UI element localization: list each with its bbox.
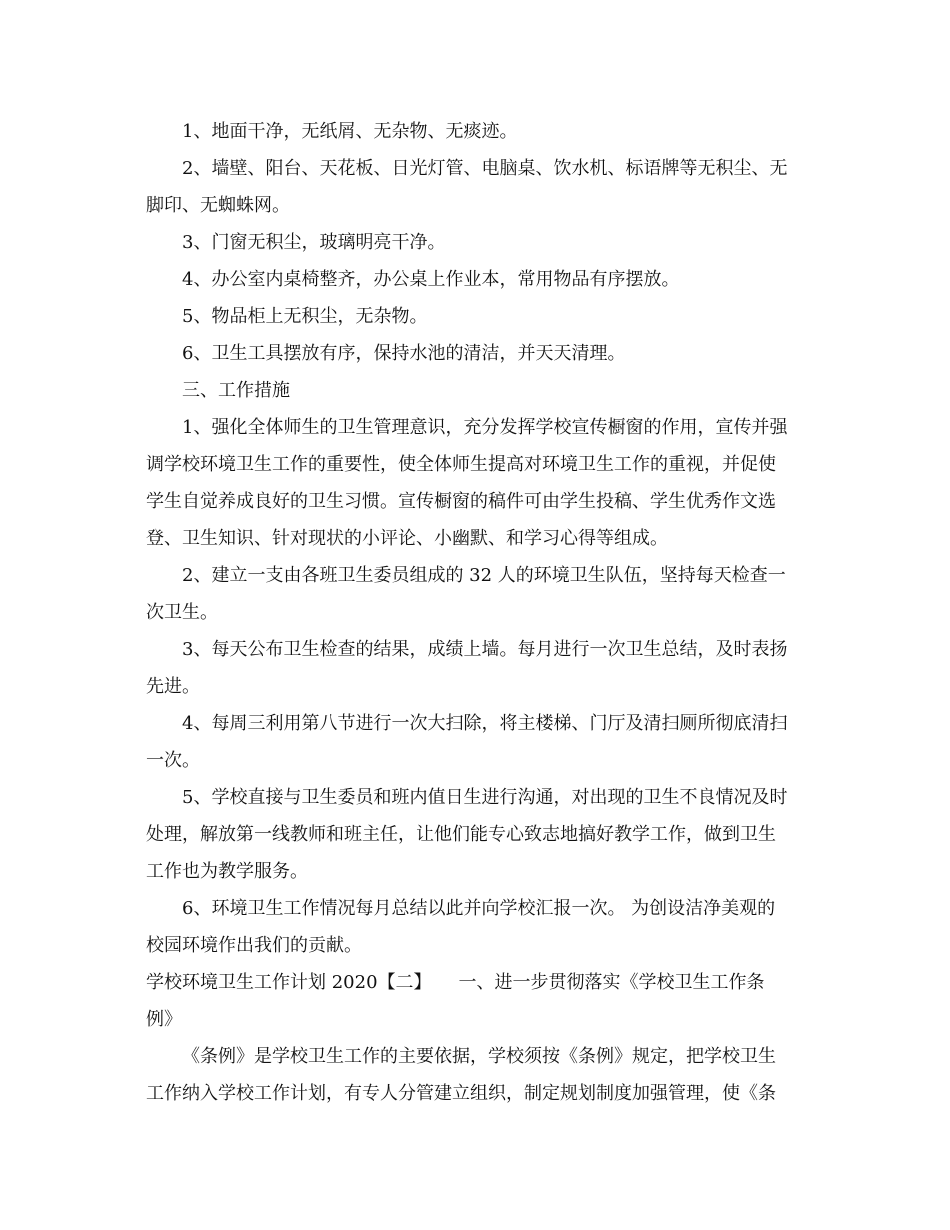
text-line-2: 2、墙壁、阳台、天花板、日光灯管、电脑桌、饮水机、标语牌等无积尘、无 [182,158,788,179]
text-line-14: 次卫生。 [146,602,218,623]
text-line-16: 先进。 [146,676,200,697]
text-line-23: 校园环境作出我们的贡献。 [146,935,362,956]
text-line-1: 1、地面干净，无纸屑、无杂物、无痰迹。 [182,121,518,142]
text-line-15: 3、每天公布卫生检查的结果，成绩上墙。每月进行一次卫生总结，及时表扬 [182,639,788,660]
text-line-9: 1、强化全体师生的卫生管理意识，充分发挥学校宣传橱窗的作用，宣传并强 [182,417,788,438]
text-line-21: 工作也为教学服务。 [146,861,308,882]
text-line-22: 6、环境卫生工作情况每月总结以此并向学校汇报一次。 为创设洁净美观的 [182,898,776,919]
text-line-18: 一次。 [146,750,200,771]
text-line-26: 《条例》是学校卫生工作的主要依据，学校须按《条例》规定，把学校卫生 [182,1046,776,1067]
text-line-20: 处理，解放第一线教师和班主任，让他们能专心致志地搞好教学工作，做到卫生 [146,824,776,845]
text-line-11: 学生自觉养成良好的卫生习惯。宣传橱窗的稿件可由学生投稿、学生优秀作文选 [146,491,776,512]
text-line-4: 3、门窗无积尘，玻璃明亮干净。 [182,232,446,253]
text-line-19: 5、学校直接与卫生委员和班内值日生进行沟通，对出现的卫生不良情况及时 [182,787,788,808]
plan-title-line: 学校环境卫生工作计划 2020【二】 一、进一步贯彻落实《学校卫生工作条 [146,972,765,993]
section-heading: 三、工作措施 [182,380,290,401]
text-line-12: 登、卫生知识、针对现状的小评论、小幽默、和学习心得等组成。 [146,528,668,549]
text-line-25: 例》 [146,1009,182,1030]
text-line-10: 调学校环境卫生工作的重要性，使全体师生提高对环境卫生工作的重视，并促使 [146,454,776,475]
text-line-17: 4、每周三利用第八节进行一次大扫除，将主楼梯、门厅及清扫厕所彻底清扫 [182,713,788,734]
text-line-5: 4、办公室内桌椅整齐，办公桌上作业本，常用物品有序摆放。 [182,269,680,290]
text-line-7: 6、卫生工具摆放有序，保持水池的清洁，并天天清理。 [182,343,626,364]
text-line-6: 5、物品柜上无积尘，无杂物。 [182,306,428,327]
text-line-13: 2、建立一支由各班卫生委员组成的 32 人的环境卫生队伍，坚持每天检查一 [182,565,786,586]
text-line-27: 工作纳入学校工作计划，有专人分管建立组织，制定规划制度加强管理，使《条 [146,1083,776,1104]
text-line-3: 脚印、无蜘蛛网。 [146,195,290,216]
